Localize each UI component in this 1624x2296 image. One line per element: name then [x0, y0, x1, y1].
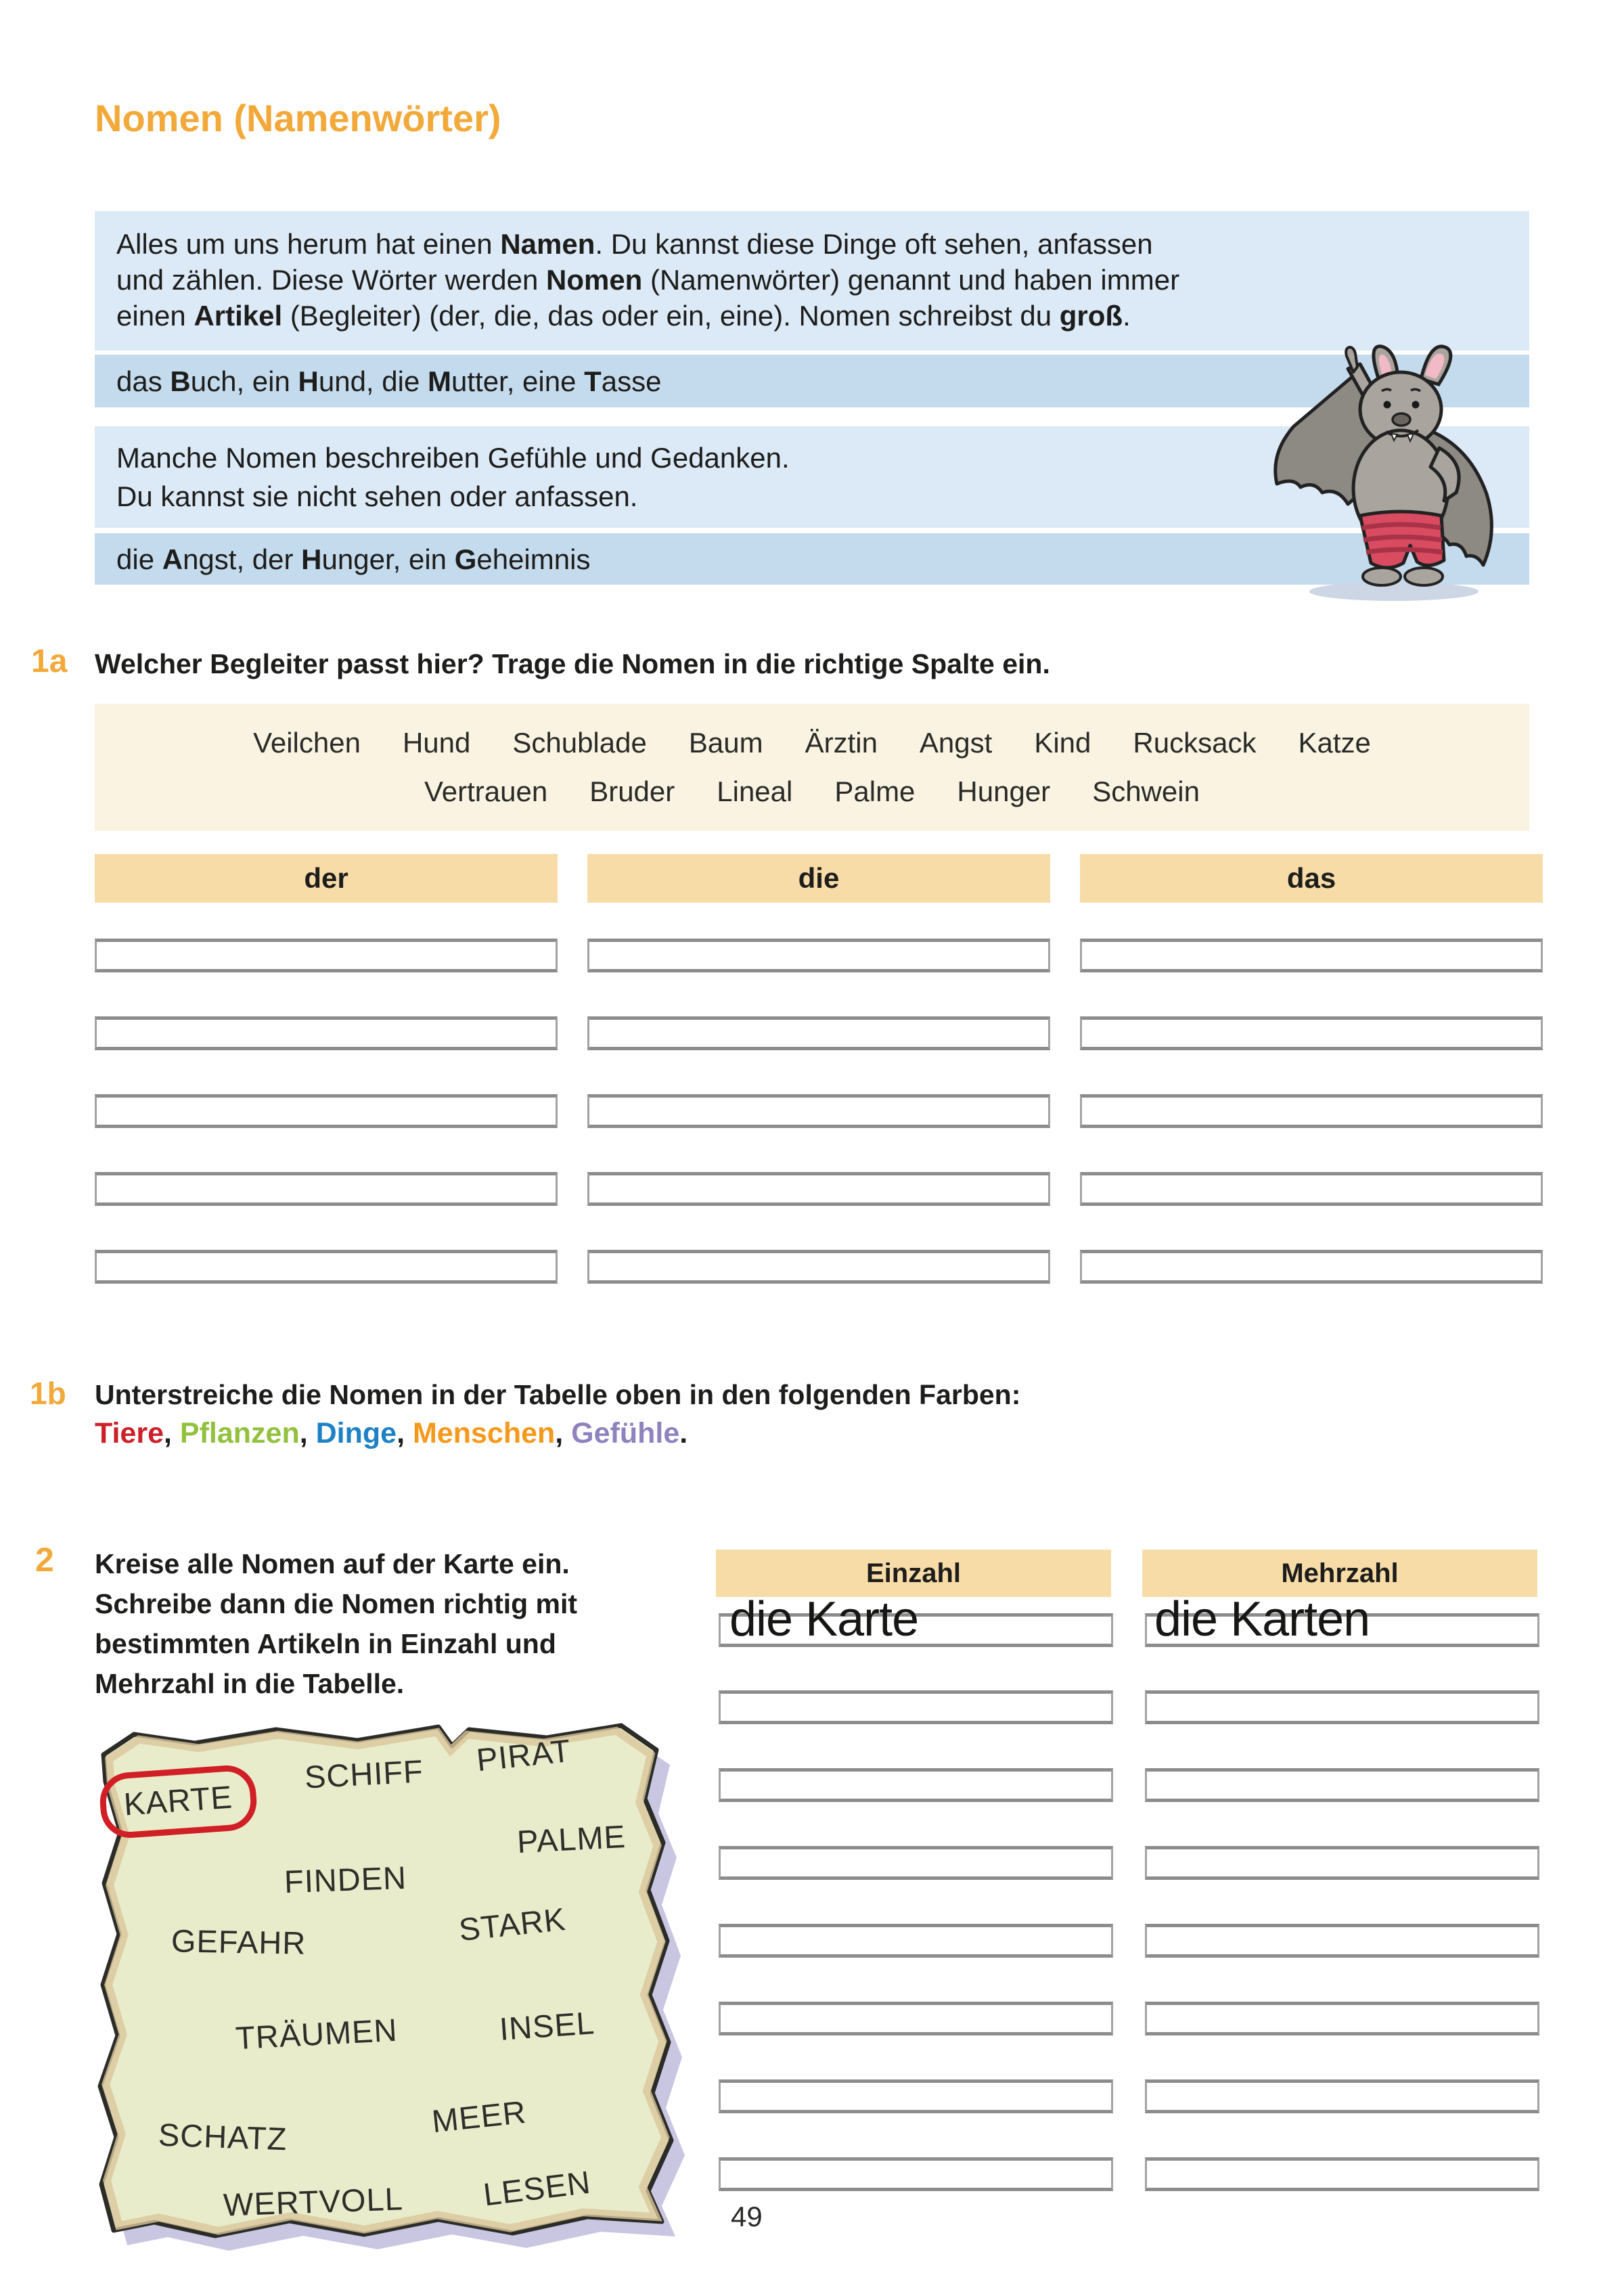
word-bank-row-2 [424, 775, 1200, 808]
word-bank-word: Rucksack [1133, 727, 1257, 759]
separator: , [299, 1417, 316, 1449]
text-segment: Namen [500, 228, 595, 260]
text-segment: . [1123, 300, 1131, 332]
example-things-line [116, 363, 662, 399]
answer-column-die [587, 939, 1050, 1284]
answer-column-der [95, 939, 558, 1284]
column-header-die: die [587, 854, 1050, 903]
text-segment: einen [116, 300, 194, 332]
word-bank-word: Katze [1298, 727, 1371, 759]
text-segment: H [298, 365, 319, 397]
map-word-insel[interactable]: INSEL [498, 2004, 596, 2047]
einzahl-slot[interactable] [719, 1846, 1113, 1880]
category-dinge: Dinge [315, 1417, 397, 1449]
map-word-finden[interactable]: FINDEN [284, 1859, 407, 1900]
text-segment: uch, ein [190, 365, 298, 397]
mehrzahl-slot[interactable] [1145, 1690, 1539, 1724]
text-segment: A [162, 543, 183, 575]
einzahl-slot[interactable] [719, 1924, 1113, 1958]
word-bank-word: Hunger [957, 775, 1051, 807]
word-bank-word: Schublade [512, 727, 647, 759]
einzahl-column [719, 1690, 1113, 2191]
text-segment: H [301, 543, 322, 575]
answer-slot-die[interactable] [587, 1016, 1050, 1050]
word-bank-row-1 [253, 727, 1371, 759]
answer-slot-das[interactable] [1080, 1094, 1543, 1128]
map-word-pirat[interactable]: PIRAT [474, 1732, 573, 1778]
bat-illustration [1246, 338, 1533, 604]
map-word-palme[interactable]: PALME [516, 1818, 627, 1860]
text-segment: ngst, der [183, 543, 302, 575]
word-bank-word: Hund [402, 727, 471, 759]
instruction-line: Schreibe dann die Nomen richtig mit [95, 1588, 578, 1619]
text-segment: M [428, 365, 451, 397]
mehrzahl-slot[interactable] [1145, 1846, 1539, 1880]
category-tiere: Tiere [95, 1417, 164, 1449]
text-segment: asse [601, 365, 662, 397]
mehrzahl-slot[interactable] [1145, 2079, 1539, 2113]
einzahl-slot[interactable] [719, 2157, 1113, 2191]
separator: , [397, 1417, 413, 1449]
answer-slot-der[interactable] [95, 939, 558, 972]
text-segment: und, die [318, 365, 428, 397]
text-segment: G [454, 543, 477, 575]
word-bank-word: Schwein [1092, 775, 1200, 807]
answer-slot-der[interactable] [95, 1094, 558, 1128]
terminator: . [679, 1417, 688, 1449]
answer-slot-der[interactable] [95, 1250, 558, 1284]
answer-slot-der[interactable] [95, 1172, 558, 1206]
exercise-1b-instruction: Unterstreiche die Nomen in der Tabelle oben in den folgenden Farben: [95, 1379, 1021, 1410]
answer-slot-die[interactable] [587, 1172, 1050, 1206]
word-bank-word: Palme [834, 775, 916, 807]
map-word-meer[interactable]: MEER [430, 2093, 528, 2140]
exercise-1a-number: 1a [31, 644, 68, 679]
treasure-map [73, 1717, 716, 2272]
page-title: Nomen (Namenwörter) [95, 97, 501, 139]
exercise-1a-instruction: Welcher Begleiter passt hier? Trage die Nomen in die richtige Spalte ein. [95, 648, 1050, 679]
text-segment: die [116, 543, 162, 575]
separator: , [555, 1417, 572, 1449]
einzahl-slot[interactable] [719, 2002, 1113, 2035]
answer-column-das [1080, 939, 1543, 1284]
einzahl-slot[interactable] [719, 2079, 1113, 2113]
map-word-gefahr[interactable]: GEFAHR [171, 1922, 307, 1961]
einzahl-slot[interactable] [719, 1768, 1113, 1802]
text-segment: Nomen [545, 264, 643, 296]
intro-line-2 [116, 262, 1529, 298]
answer-slot-das[interactable] [1080, 1016, 1543, 1050]
word-bank-word: Lineal [717, 775, 793, 807]
column-header-einzahl: Einzahl [716, 1550, 1111, 1597]
category-pflanzen: Pflanzen [179, 1417, 300, 1449]
answer-slot-die[interactable] [587, 1250, 1050, 1284]
map-word-schiff[interactable]: SCHIFF [303, 1753, 424, 1795]
map-word-stark[interactable]: STARK [457, 1900, 568, 1948]
intro-definition-box [95, 211, 1529, 351]
exercise-2-number: 2 [35, 1541, 54, 1579]
category-color-legend [95, 1417, 687, 1450]
exercise-2-instruction [95, 1544, 704, 1704]
word-bank-word: Kind [1034, 727, 1091, 759]
text-segment: groß [1059, 300, 1123, 332]
instruction-line: bestimmten Artikeln in Einzahl und [95, 1628, 556, 1659]
answer-slot-die[interactable] [587, 1094, 1050, 1128]
text-segment: unger, ein [321, 543, 455, 575]
text-segment: und zählen. Diese Wörter werden [116, 264, 546, 296]
karte-circle-annotation [98, 1763, 258, 1840]
feelings-line-2: Du kannst sie nicht sehen oder anfassen. [116, 480, 638, 512]
text-segment: . Du kannst diese Dinge oft sehen, anfassen [595, 228, 1153, 260]
column-header-das: das [1080, 854, 1543, 903]
word-bank-word: Bruder [589, 775, 675, 807]
map-word-schatz[interactable]: SCHATZ [158, 2116, 288, 2157]
intro-line-3 [116, 298, 1529, 334]
map-word-traeumen[interactable]: TRÄUMEN [234, 2011, 399, 2056]
map-word-karte[interactable]: KARTE [122, 1778, 234, 1822]
column-header-mehrzahl: Mehrzahl [1142, 1550, 1537, 1597]
mehrzahl-slot[interactable] [1145, 1768, 1539, 1802]
answer-slot-der[interactable] [95, 1016, 558, 1050]
answer-slot-das[interactable] [1080, 1250, 1543, 1284]
category-menschen: Menschen [412, 1417, 556, 1449]
word-bank-word: Veilchen [253, 727, 361, 759]
word-bank-word: Angst [919, 727, 993, 759]
einzahl-slot[interactable] [719, 1690, 1113, 1724]
word-bank [95, 704, 1529, 831]
instruction-line: Mehrzahl in die Tabelle. [95, 1668, 405, 1699]
text-segment: B [170, 365, 191, 397]
separator: , [164, 1417, 180, 1449]
answer-slot-das[interactable] [1080, 939, 1543, 972]
text-segment: (Begleiter) (der, die, das oder ein, eine). Nomen schreibst du [282, 300, 1060, 332]
answer-slot-die[interactable] [587, 939, 1050, 972]
text-segment: T [584, 365, 602, 397]
text-segment: utter, eine [451, 365, 585, 397]
column-header-der: der [95, 854, 558, 903]
exercise-1b-number: 1b [30, 1376, 66, 1411]
word-bank-word: Baum [688, 727, 763, 759]
mehrzahl-slot[interactable] [1145, 1924, 1539, 1958]
answer-slot-das[interactable] [1080, 1172, 1543, 1206]
einzahl-entry: die Karte [729, 1592, 919, 1646]
map-word-lesen[interactable]: LESEN [481, 2163, 593, 2213]
intro-line-1 [116, 226, 1529, 262]
instruction-line: Kreise alle Nomen auf der Karte ein. [95, 1548, 570, 1579]
mehrzahl-column [1145, 1690, 1539, 2191]
mehrzahl-slot[interactable] [1145, 2002, 1539, 2035]
feelings-line-1: Manche Nomen beschreiben Gefühle und Gedanken. [116, 442, 790, 474]
text-segment: Artikel [194, 300, 283, 332]
mehrzahl-slot[interactable] [1145, 2157, 1539, 2191]
example-feelings-line [116, 541, 590, 577]
page-number: 49 [731, 2201, 763, 2232]
category-gefuehle: Gefühle [571, 1417, 680, 1449]
text-segment: (Namenwörter) genannt und haben immer [642, 264, 1180, 296]
word-bank-word: Vertrauen [424, 775, 548, 807]
text-segment: eheimnis [476, 543, 591, 575]
map-word-wertvoll[interactable]: WERTVOLL [223, 2180, 404, 2223]
mehrzahl-entry: die Karten [1154, 1592, 1370, 1646]
text-segment: das [116, 365, 171, 397]
text-segment: Alles um uns herum hat einen [116, 228, 501, 260]
word-bank-word: Ärztin [805, 727, 878, 759]
